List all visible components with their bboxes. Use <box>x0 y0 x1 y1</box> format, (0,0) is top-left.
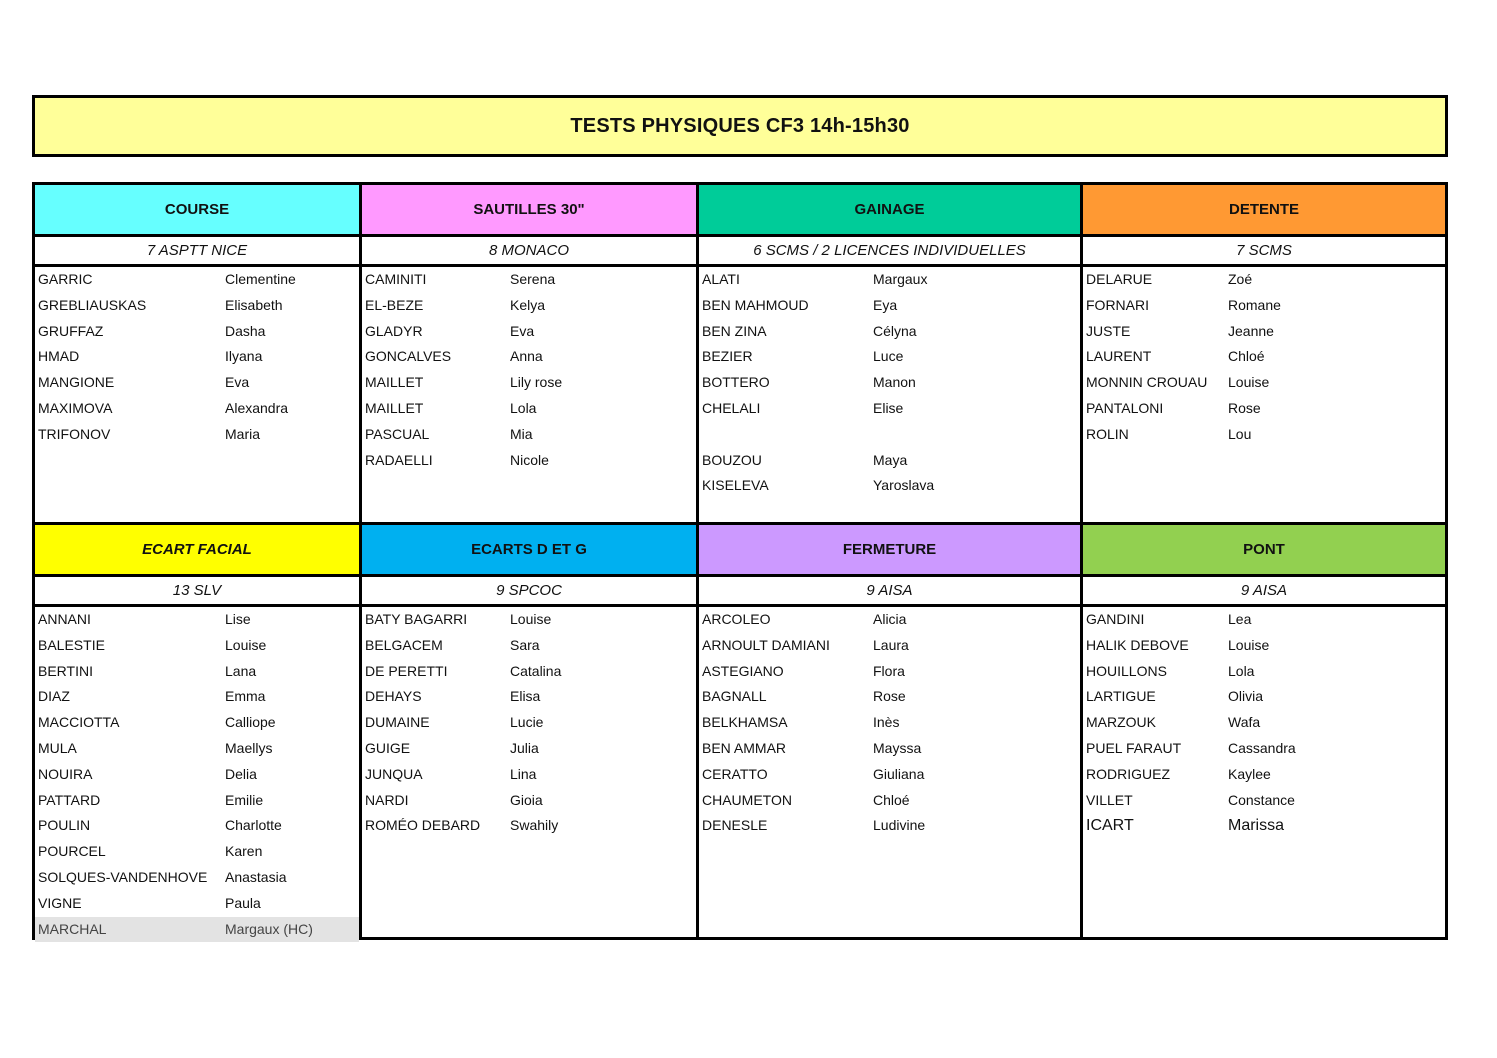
athlete-last-name: PANTALONI <box>1086 399 1164 416</box>
section-course <box>35 185 359 522</box>
section-club: 7 SCMS <box>1083 237 1445 267</box>
athlete-row <box>1083 422 1445 448</box>
athlete-last-name: PASCUAL <box>365 425 430 442</box>
athlete-row <box>1083 736 1445 762</box>
athlete-first-name: Lise <box>225 611 251 627</box>
athlete-first-name: Alicia <box>873 611 907 627</box>
athlete-last-name: BELGACEM <box>365 636 443 653</box>
athlete-first-name: Lou <box>1228 425 1252 442</box>
athlete-row <box>35 736 359 762</box>
athlete-last-name: DENESLE <box>702 817 768 834</box>
athlete-list <box>1083 267 1445 448</box>
athlete-row <box>362 607 696 633</box>
athlete-row <box>35 865 359 891</box>
athlete-first-name: Lana <box>225 662 257 679</box>
athlete-last-name: MULA <box>38 739 77 756</box>
section-header: DETENTE <box>1083 185 1445 237</box>
athlete-first-name: Elisabeth <box>225 296 283 313</box>
section-header: ECART FACIAL <box>35 525 359 577</box>
athlete-row <box>362 267 696 293</box>
athlete-first-name: Maria <box>225 425 261 442</box>
athlete-last-name: HALIK DEBOVE <box>1086 636 1189 653</box>
athlete-first-name: Marissa <box>1228 817 1285 835</box>
athlete-last-name: RODRIGUEZ <box>1086 765 1170 782</box>
athlete-first-name: Louise <box>1228 636 1270 653</box>
athlete-row <box>362 659 696 685</box>
athlete-first-name: Anna <box>510 348 543 365</box>
athlete-last-name: KISELEVA <box>702 477 769 494</box>
athlete-first-name: Swahily <box>510 817 559 834</box>
athlete-row <box>699 370 1080 396</box>
athlete-last-name: LAURENT <box>1086 348 1152 365</box>
athlete-row <box>1083 710 1445 736</box>
athlete-last-name: ARNOULT DAMIANI <box>702 636 830 653</box>
athlete-first-name: Serena <box>510 271 556 287</box>
athlete-first-name: Zoé <box>1228 271 1253 287</box>
athlete-first-name: Yaroslava <box>873 477 935 494</box>
athlete-first-name: Wafa <box>1228 714 1261 731</box>
section-ecart-facial <box>35 525 359 937</box>
athlete-first-name: Louise <box>225 636 267 653</box>
athlete-row <box>699 293 1080 319</box>
athlete-first-name: Calliope <box>225 714 276 731</box>
athlete-list <box>699 607 1080 839</box>
athlete-row <box>699 684 1080 710</box>
athlete-last-name: GRUFFAZ <box>38 322 104 339</box>
athlete-last-name: BAGNALL <box>702 688 767 705</box>
athlete-row <box>699 633 1080 659</box>
athlete-first-name: Catalina <box>510 662 562 679</box>
athlete-last-name: CAMINITI <box>365 271 427 287</box>
athlete-row <box>362 396 696 422</box>
athlete-first-name: Lily rose <box>510 374 563 391</box>
athlete-row <box>362 813 696 839</box>
section-header: SAUTILLES 30" <box>362 185 696 237</box>
athlete-last-name: ASTEGIANO <box>702 662 784 679</box>
athlete-row <box>1083 788 1445 814</box>
athlete-row <box>35 267 359 293</box>
athlete-row <box>35 788 359 814</box>
athlete-list <box>362 267 696 473</box>
section-sautilles <box>362 185 696 522</box>
athlete-row <box>1083 813 1445 839</box>
athlete-row <box>362 344 696 370</box>
athlete-last-name: TRIFONOV <box>38 425 111 442</box>
athlete-row <box>35 710 359 736</box>
athlete-first-name: Chloé <box>873 791 910 808</box>
athlete-last-name: CERATTO <box>702 765 768 782</box>
athlete-last-name: ICART <box>1086 817 1134 835</box>
athlete-first-name: Maellys <box>225 739 273 756</box>
athlete-last-name: MARZOUK <box>1086 714 1156 731</box>
athlete-first-name: Cassandra <box>1228 739 1296 756</box>
athlete-first-name: Lucie <box>510 714 544 731</box>
section-header: COURSE <box>35 185 359 237</box>
athlete-last-name: GREBLIAUSKAS <box>38 296 147 313</box>
section-ecarts-d-et-g <box>362 525 696 937</box>
athlete-first-name: Delia <box>225 765 257 782</box>
athlete-last-name: BELKHAMSA <box>702 714 788 731</box>
athlete-row <box>35 839 359 865</box>
athlete-row <box>35 396 359 422</box>
athlete-last-name: GANDINI <box>1086 611 1145 627</box>
athlete-last-name: ARCOLEO <box>702 611 771 627</box>
athlete-first-name: Emma <box>225 688 266 705</box>
athlete-row <box>362 448 696 474</box>
athlete-list <box>1083 607 1445 839</box>
section-club: 9 SPCOC <box>362 577 696 607</box>
athlete-list <box>362 607 696 839</box>
athlete-last-name: SOLQUES-VANDENHOVE <box>38 868 208 885</box>
athlete-first-name: Karen <box>225 843 263 860</box>
athlete-row <box>699 762 1080 788</box>
athlete-first-name: Julia <box>510 739 539 756</box>
athlete-row <box>35 917 359 943</box>
athlete-first-name: Ludivine <box>873 817 926 834</box>
athlete-last-name: ANNANI <box>38 611 91 627</box>
athlete-row <box>35 422 359 448</box>
section-header: ECARTS D ET G <box>362 525 696 577</box>
tests-grid <box>32 182 1448 940</box>
athlete-last-name: PUEL FARAUT <box>1086 739 1182 756</box>
athlete-first-name: Laura <box>873 636 909 653</box>
section-header: GAINAGE <box>699 185 1080 237</box>
athlete-first-name: Anastasia <box>225 868 287 885</box>
athlete-row <box>1083 762 1445 788</box>
athlete-last-name: DIAZ <box>38 688 70 705</box>
section-header: FERMETURE <box>699 525 1080 577</box>
athlete-row <box>699 267 1080 293</box>
athlete-row <box>699 344 1080 370</box>
row-divider <box>35 522 1445 525</box>
section-fermeture <box>699 525 1080 937</box>
athlete-last-name: JUNQUA <box>365 765 423 782</box>
athlete-last-name: NOUIRA <box>38 765 93 782</box>
athlete-first-name: Paula <box>225 894 261 911</box>
athlete-row <box>699 736 1080 762</box>
athlete-last-name: JUSTE <box>1086 322 1131 339</box>
section-club: 13 SLV <box>35 577 359 607</box>
athlete-first-name: Elise <box>873 399 904 416</box>
athlete-row <box>362 422 696 448</box>
athlete-last-name: DELARUE <box>1086 271 1153 287</box>
athlete-row <box>1083 267 1445 293</box>
athlete-first-name: Manon <box>873 374 916 391</box>
athlete-first-name: Kelya <box>510 296 546 313</box>
athlete-first-name: Kaylee <box>1228 765 1271 782</box>
athlete-row <box>1083 684 1445 710</box>
athlete-row <box>699 396 1080 422</box>
athlete-row <box>362 788 696 814</box>
athlete-last-name: HOUILLONS <box>1086 662 1167 679</box>
athlete-last-name: BEN AMMAR <box>702 739 787 756</box>
athlete-row <box>699 788 1080 814</box>
athlete-last-name: BOTTERO <box>702 374 770 391</box>
athlete-first-name: Chloé <box>1228 348 1265 365</box>
athlete-first-name: Rose <box>1228 399 1261 416</box>
athlete-last-name: MANGIONE <box>38 374 115 391</box>
athlete-first-name: Sara <box>510 636 540 653</box>
section-club: 6 SCMS / 2 LICENCES INDIVIDUELLES <box>699 237 1080 267</box>
column-divider <box>1080 185 1083 937</box>
athlete-first-name: Charlotte <box>225 817 282 834</box>
section-club: 8 MONACO <box>362 237 696 267</box>
athlete-last-name: MAILLET <box>365 374 424 391</box>
athlete-last-name: LARTIGUE <box>1086 688 1156 705</box>
athlete-row <box>362 319 696 345</box>
athlete-row <box>699 473 1080 499</box>
athlete-row <box>1083 319 1445 345</box>
athlete-last-name: VILLET <box>1086 791 1133 808</box>
athlete-first-name: Alexandra <box>225 399 289 416</box>
athlete-row <box>699 813 1080 839</box>
athlete-last-name: ROLIN <box>1086 425 1129 442</box>
athlete-last-name: BEN ZINA <box>702 322 767 339</box>
athlete-last-name: BALESTIE <box>38 636 105 653</box>
section-header: PONT <box>1083 525 1445 577</box>
athlete-row <box>362 293 696 319</box>
athlete-row <box>35 344 359 370</box>
athlete-last-name: CHELALI <box>702 399 761 416</box>
athlete-row <box>362 710 696 736</box>
section-club: 7 ASPTT NICE <box>35 237 359 267</box>
athlete-row <box>35 319 359 345</box>
athlete-last-name: BEN MAHMOUD <box>702 296 809 313</box>
athlete-last-name: DE PERETTI <box>365 662 448 679</box>
athlete-row <box>35 813 359 839</box>
athlete-last-name: GLADYR <box>365 322 423 339</box>
athlete-last-name: POURCEL <box>38 843 106 860</box>
athlete-last-name: NARDI <box>365 791 409 808</box>
athlete-first-name: Emilie <box>225 791 264 808</box>
athlete-list <box>35 607 359 942</box>
athlete-first-name: Mayssa <box>873 739 922 756</box>
athlete-last-name: GARRIC <box>38 271 93 287</box>
athlete-last-name: POULIN <box>38 817 91 834</box>
athlete-first-name: Gioia <box>510 791 543 808</box>
athlete-last-name: GONCALVES <box>365 348 452 365</box>
athlete-first-name: Romane <box>1228 296 1281 313</box>
athlete-row <box>699 607 1080 633</box>
athlete-first-name: Giuliana <box>873 765 925 782</box>
athlete-row <box>1083 344 1445 370</box>
athlete-row <box>35 762 359 788</box>
athlete-row <box>35 891 359 917</box>
athlete-last-name: ALATI <box>702 271 740 287</box>
section-club: 9 AISA <box>699 577 1080 607</box>
athlete-first-name: Margaux (HC) <box>225 920 313 937</box>
column-divider <box>359 185 362 937</box>
athlete-last-name: VIGNE <box>38 894 82 911</box>
athlete-first-name: Lola <box>510 399 537 416</box>
athlete-first-name: Dasha <box>225 322 266 339</box>
athlete-first-name: Nicole <box>510 451 549 468</box>
athlete-first-name: Elisa <box>510 688 541 705</box>
athlete-first-name: Jeanne <box>1228 322 1274 339</box>
athlete-last-name: BEZIER <box>702 348 753 365</box>
athlete-last-name: CHAUMETON <box>702 791 792 808</box>
athlete-first-name: Flora <box>873 662 905 679</box>
athlete-last-name: PATTARD <box>38 791 101 808</box>
athlete-row <box>35 684 359 710</box>
athlete-last-name: ROMÉO DEBARD <box>365 817 481 834</box>
athlete-first-name: Louise <box>1228 374 1270 391</box>
athlete-first-name: Inès <box>873 714 900 731</box>
athlete-last-name: DUMAINE <box>365 714 430 731</box>
athlete-last-name: BERTINI <box>38 662 93 679</box>
athlete-list <box>699 267 1080 499</box>
athlete-row <box>1083 607 1445 633</box>
athlete-last-name: HMAD <box>38 348 80 365</box>
section-club: 9 AISA <box>1083 577 1445 607</box>
athlete-row <box>35 659 359 685</box>
athlete-row <box>699 659 1080 685</box>
athlete-row <box>35 633 359 659</box>
athlete-row <box>35 370 359 396</box>
section-detente <box>1083 185 1445 522</box>
athlete-first-name: Mia <box>510 425 533 442</box>
athlete-row <box>362 736 696 762</box>
athlete-first-name: Lea <box>1228 611 1252 627</box>
athlete-first-name: Eya <box>873 296 898 313</box>
athlete-last-name: EL-BEZE <box>365 296 424 313</box>
athlete-row <box>362 762 696 788</box>
athlete-first-name: Olivia <box>1228 688 1264 705</box>
athlete-list <box>35 267 359 448</box>
athlete-last-name: FORNARI <box>1086 296 1149 313</box>
athlete-row <box>1083 396 1445 422</box>
athlete-last-name: BOUZOU <box>702 451 762 468</box>
athlete-last-name: DEHAYS <box>365 688 422 705</box>
section-gainage <box>699 185 1080 522</box>
athlete-row <box>1083 633 1445 659</box>
athlete-row <box>1083 659 1445 685</box>
athlete-first-name: Ilyana <box>225 348 263 365</box>
athlete-row <box>699 422 1080 448</box>
athlete-last-name: MARCHAL <box>38 920 107 937</box>
athlete-last-name: MACCIOTTA <box>38 714 120 731</box>
athlete-first-name: Célyna <box>873 322 917 339</box>
athlete-first-name: Clementine <box>225 271 296 287</box>
section-pont <box>1083 525 1445 937</box>
athlete-last-name: MONNIN CROUAU <box>1086 374 1208 391</box>
athlete-last-name: BATY BAGARRI <box>365 611 468 627</box>
athlete-first-name: Lola <box>1228 662 1255 679</box>
athlete-first-name: Eva <box>225 374 250 391</box>
athlete-first-name: Louise <box>510 611 552 627</box>
athlete-last-name: RADAELLI <box>365 451 433 468</box>
athlete-last-name: MAXIMOVA <box>38 399 113 416</box>
athlete-first-name: Margaux <box>873 271 928 287</box>
athlete-first-name: Rose <box>873 688 906 705</box>
athlete-first-name: Lina <box>510 765 537 782</box>
athlete-row <box>362 684 696 710</box>
column-divider <box>696 185 699 937</box>
athlete-row <box>1083 370 1445 396</box>
athlete-first-name: Constance <box>1228 791 1295 808</box>
athlete-row <box>362 633 696 659</box>
athlete-row <box>1083 293 1445 319</box>
athlete-row <box>362 370 696 396</box>
page-title: TESTS PHYSIQUES CF3 14h-15h30 <box>32 95 1448 157</box>
athlete-row <box>35 293 359 319</box>
athlete-first-name: Eva <box>510 322 535 339</box>
athlete-first-name: Luce <box>873 348 904 365</box>
athlete-row <box>35 607 359 633</box>
athlete-last-name: GUIGE <box>365 739 411 756</box>
athlete-first-name: Maya <box>873 451 908 468</box>
athlete-last-name: MAILLET <box>365 399 424 416</box>
athlete-row <box>699 448 1080 474</box>
athlete-row <box>699 319 1080 345</box>
athlete-row <box>699 710 1080 736</box>
